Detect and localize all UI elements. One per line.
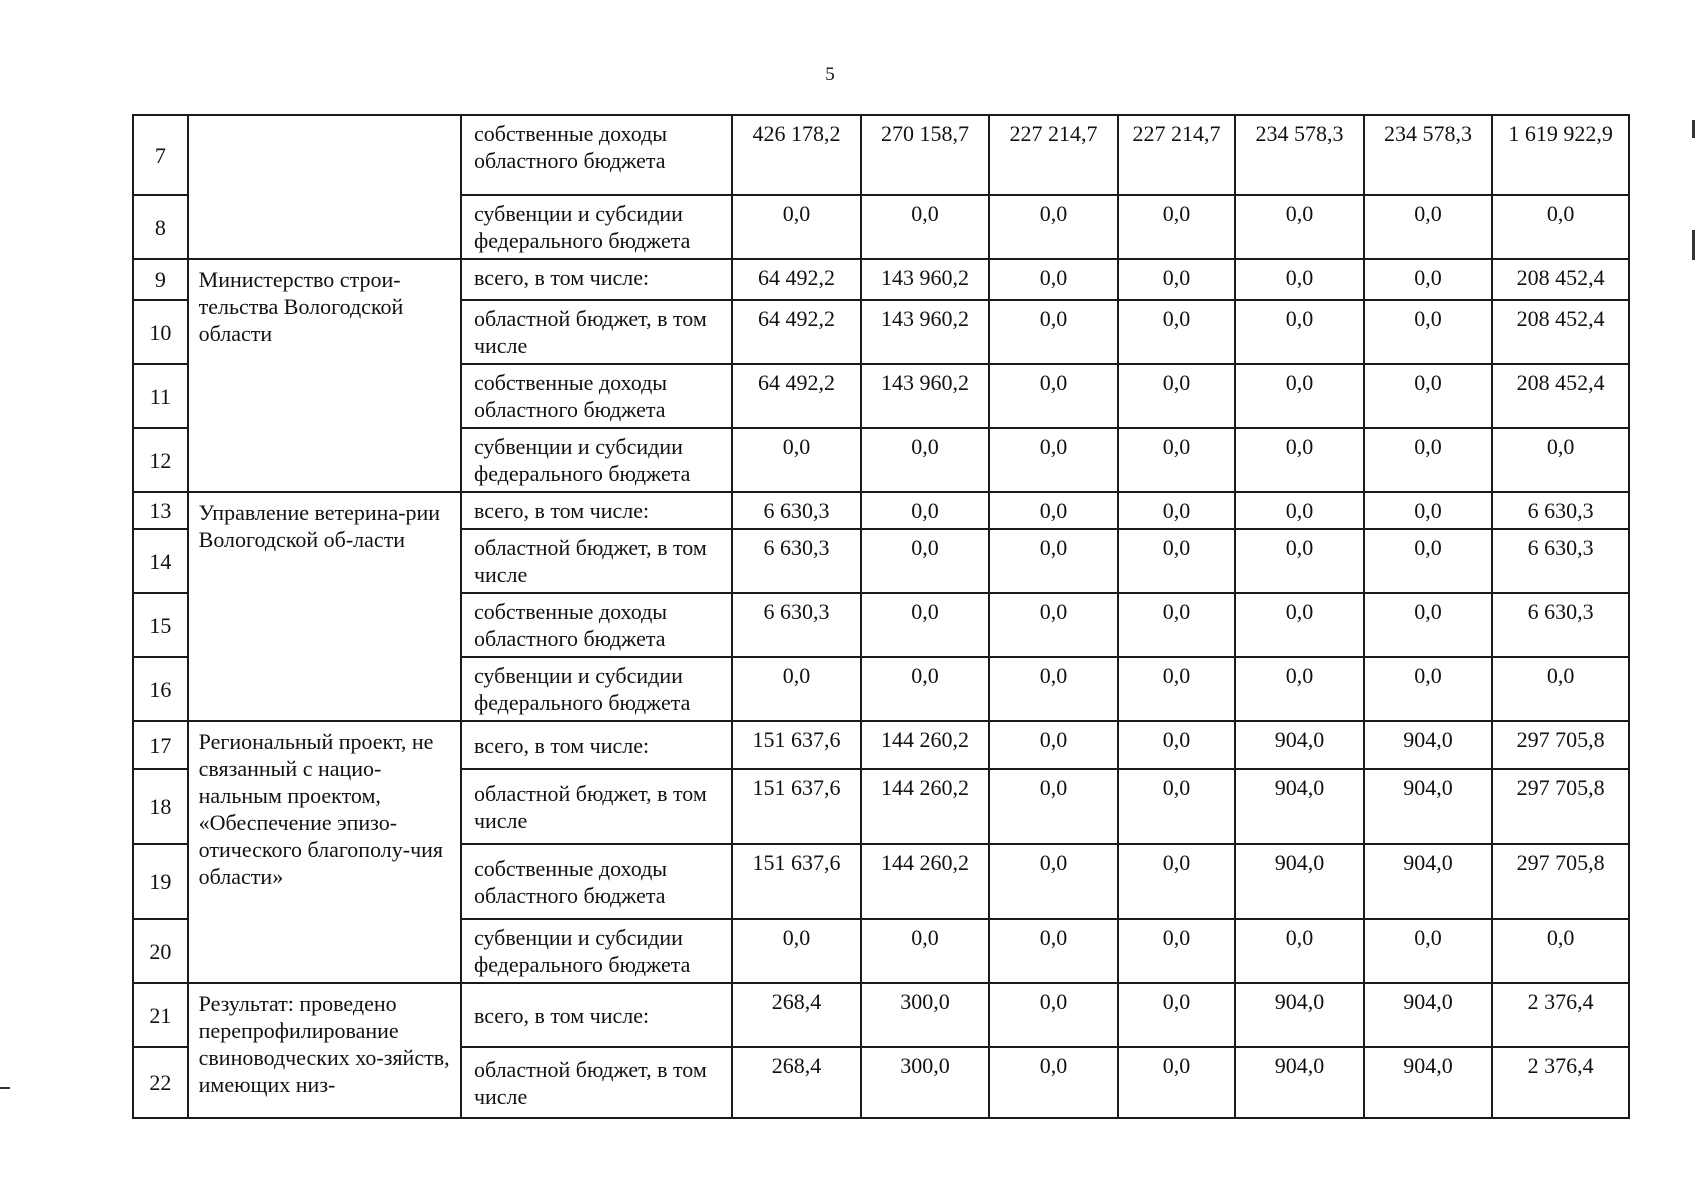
value-cell: 64 492,2 bbox=[732, 300, 861, 364]
funding-source-cell: субвенции и субсидии федерального бюджета bbox=[461, 195, 732, 259]
value-cell: 268,4 bbox=[732, 1047, 861, 1118]
funding-source-cell: всего, в том числе: bbox=[461, 983, 732, 1047]
value-cell: 0,0 bbox=[1118, 364, 1235, 428]
value-cell: 0,0 bbox=[1235, 428, 1364, 492]
value-cell: 0,0 bbox=[1118, 195, 1235, 259]
value-cell: 6 630,3 bbox=[732, 593, 861, 657]
organization-cell bbox=[188, 115, 461, 259]
value-cell: 0,0 bbox=[989, 721, 1118, 769]
row-number-cell: 10 bbox=[133, 300, 188, 364]
funding-source-cell: областной бюджет, в том числе bbox=[461, 300, 732, 364]
value-cell: 426 178,2 bbox=[732, 115, 861, 195]
value-cell: 0,0 bbox=[1235, 259, 1364, 300]
total-value-cell: 208 452,4 bbox=[1492, 259, 1629, 300]
value-cell: 0,0 bbox=[989, 195, 1118, 259]
value-cell: 0,0 bbox=[861, 529, 990, 593]
value-cell: 0,0 bbox=[1364, 593, 1493, 657]
value-cell: 151 637,6 bbox=[732, 844, 861, 919]
value-cell: 6 630,3 bbox=[732, 492, 861, 529]
value-cell: 0,0 bbox=[1118, 529, 1235, 593]
value-cell: 904,0 bbox=[1235, 721, 1364, 769]
value-cell: 0,0 bbox=[989, 919, 1118, 983]
row-number-cell: 18 bbox=[133, 769, 188, 844]
value-cell: 904,0 bbox=[1235, 983, 1364, 1047]
value-cell: 0,0 bbox=[989, 529, 1118, 593]
scan-mark-right-mid bbox=[1692, 230, 1695, 260]
value-cell: 0,0 bbox=[1364, 428, 1493, 492]
value-cell: 0,0 bbox=[989, 769, 1118, 844]
value-cell: 0,0 bbox=[1364, 195, 1493, 259]
total-value-cell: 0,0 bbox=[1492, 657, 1629, 721]
value-cell: 268,4 bbox=[732, 983, 861, 1047]
value-cell: 0,0 bbox=[989, 428, 1118, 492]
value-cell: 143 960,2 bbox=[861, 259, 990, 300]
organization-cell: Результат: проведено перепрофилирование свиноводческих хо-зяйств, имеющих низ- bbox=[188, 983, 461, 1118]
table-row bbox=[133, 721, 1629, 769]
value-cell: 227 214,7 bbox=[989, 115, 1118, 195]
value-cell: 234 578,3 bbox=[1364, 115, 1493, 195]
value-cell: 904,0 bbox=[1235, 769, 1364, 844]
value-cell: 904,0 bbox=[1364, 721, 1493, 769]
value-cell: 144 260,2 bbox=[861, 844, 990, 919]
value-cell: 0,0 bbox=[989, 1047, 1118, 1118]
value-cell: 0,0 bbox=[1118, 657, 1235, 721]
row-number-cell: 17 bbox=[133, 721, 188, 769]
value-cell: 0,0 bbox=[1364, 259, 1493, 300]
total-value-cell: 0,0 bbox=[1492, 919, 1629, 983]
value-cell: 0,0 bbox=[1364, 657, 1493, 721]
funding-source-cell: собственные доходы областного бюджета bbox=[461, 115, 732, 195]
value-cell: 0,0 bbox=[861, 492, 990, 529]
value-cell: 0,0 bbox=[732, 657, 861, 721]
value-cell: 0,0 bbox=[1235, 919, 1364, 983]
funding-source-cell: собственные доходы областного бюджета bbox=[461, 844, 732, 919]
funding-source-cell: всего, в том числе: bbox=[461, 259, 732, 300]
funding-source-cell: областной бюджет, в том числе bbox=[461, 1047, 732, 1118]
row-number-cell: 21 bbox=[133, 983, 188, 1047]
budget-table bbox=[132, 114, 1630, 1119]
value-cell: 0,0 bbox=[1235, 364, 1364, 428]
value-cell: 0,0 bbox=[732, 919, 861, 983]
value-cell: 0,0 bbox=[1235, 529, 1364, 593]
value-cell: 151 637,6 bbox=[732, 769, 861, 844]
value-cell: 64 492,2 bbox=[732, 259, 861, 300]
value-cell: 0,0 bbox=[989, 259, 1118, 300]
value-cell: 144 260,2 bbox=[861, 721, 990, 769]
organization-cell: Управление ветерина-рии Вологодской об-ласти bbox=[188, 492, 461, 721]
row-number-cell: 20 bbox=[133, 919, 188, 983]
total-value-cell: 6 630,3 bbox=[1492, 529, 1629, 593]
value-cell: 6 630,3 bbox=[732, 529, 861, 593]
value-cell: 300,0 bbox=[861, 1047, 990, 1118]
value-cell: 0,0 bbox=[1118, 428, 1235, 492]
value-cell: 0,0 bbox=[1118, 300, 1235, 364]
value-cell: 144 260,2 bbox=[861, 769, 990, 844]
value-cell: 904,0 bbox=[1364, 769, 1493, 844]
value-cell: 0,0 bbox=[1235, 300, 1364, 364]
value-cell: 0,0 bbox=[1364, 529, 1493, 593]
value-cell: 64 492,2 bbox=[732, 364, 861, 428]
value-cell: 904,0 bbox=[1364, 844, 1493, 919]
row-number-cell: 16 bbox=[133, 657, 188, 721]
funding-source-cell: собственные доходы областного бюджета bbox=[461, 593, 732, 657]
funding-source-cell: всего, в том числе: bbox=[461, 492, 732, 529]
value-cell: 0,0 bbox=[1118, 259, 1235, 300]
value-cell: 0,0 bbox=[1118, 1047, 1235, 1118]
value-cell: 143 960,2 bbox=[861, 300, 990, 364]
value-cell: 0,0 bbox=[1364, 919, 1493, 983]
total-value-cell: 208 452,4 bbox=[1492, 300, 1629, 364]
table-row bbox=[133, 983, 1629, 1047]
organization-cell: Региональный проект, не связанный с нацио-нальным проектом, «Обеспечение эпизо-отического благополу-чия области» bbox=[188, 721, 461, 983]
value-cell: 0,0 bbox=[861, 919, 990, 983]
value-cell: 0,0 bbox=[1118, 844, 1235, 919]
value-cell: 904,0 bbox=[1235, 844, 1364, 919]
funding-source-cell: субвенции и субсидии федерального бюджета bbox=[461, 428, 732, 492]
value-cell: 0,0 bbox=[1235, 492, 1364, 529]
funding-source-cell: субвенции и субсидии федерального бюджета bbox=[461, 919, 732, 983]
organization-cell: Министерство строи-тельства Вологодской области bbox=[188, 259, 461, 492]
value-cell: 0,0 bbox=[732, 428, 861, 492]
total-value-cell: 297 705,8 bbox=[1492, 844, 1629, 919]
value-cell: 0,0 bbox=[1118, 593, 1235, 657]
row-number-cell: 12 bbox=[133, 428, 188, 492]
total-value-cell: 0,0 bbox=[1492, 428, 1629, 492]
scan-mark-right-top bbox=[1692, 120, 1695, 138]
funding-source-cell: собственные доходы областного бюджета bbox=[461, 364, 732, 428]
funding-source-cell: субвенции и субсидии федерального бюджета bbox=[461, 657, 732, 721]
value-cell: 0,0 bbox=[1118, 919, 1235, 983]
total-value-cell: 0,0 bbox=[1492, 195, 1629, 259]
value-cell: 0,0 bbox=[1235, 593, 1364, 657]
value-cell: 0,0 bbox=[861, 593, 990, 657]
value-cell: 0,0 bbox=[861, 428, 990, 492]
funding-source-cell: областной бюджет, в том числе bbox=[461, 529, 732, 593]
table-row bbox=[133, 492, 1629, 529]
value-cell: 0,0 bbox=[861, 195, 990, 259]
row-number-cell: 13 bbox=[133, 492, 188, 529]
total-value-cell: 208 452,4 bbox=[1492, 364, 1629, 428]
value-cell: 0,0 bbox=[1364, 364, 1493, 428]
value-cell: 0,0 bbox=[732, 195, 861, 259]
table-body bbox=[133, 115, 1629, 1118]
value-cell: 143 960,2 bbox=[861, 364, 990, 428]
value-cell: 904,0 bbox=[1235, 1047, 1364, 1118]
row-number-cell: 14 bbox=[133, 529, 188, 593]
total-value-cell: 1 619 922,9 bbox=[1492, 115, 1629, 195]
total-value-cell: 6 630,3 bbox=[1492, 593, 1629, 657]
scan-mark-left-bottom bbox=[0, 1087, 10, 1089]
table-row bbox=[133, 259, 1629, 300]
total-value-cell: 2 376,4 bbox=[1492, 1047, 1629, 1118]
value-cell: 0,0 bbox=[1235, 657, 1364, 721]
value-cell: 0,0 bbox=[1235, 195, 1364, 259]
value-cell: 0,0 bbox=[1364, 492, 1493, 529]
value-cell: 0,0 bbox=[1364, 300, 1493, 364]
total-value-cell: 6 630,3 bbox=[1492, 492, 1629, 529]
funding-source-cell: областной бюджет, в том числе bbox=[461, 769, 732, 844]
funding-source-cell: всего, в том числе: bbox=[461, 721, 732, 769]
row-number-cell: 11 bbox=[133, 364, 188, 428]
table-row bbox=[133, 115, 1629, 195]
value-cell: 0,0 bbox=[989, 492, 1118, 529]
value-cell: 0,0 bbox=[989, 844, 1118, 919]
row-number-cell: 7 bbox=[133, 115, 188, 195]
value-cell: 904,0 bbox=[1364, 1047, 1493, 1118]
value-cell: 234 578,3 bbox=[1235, 115, 1364, 195]
total-value-cell: 297 705,8 bbox=[1492, 721, 1629, 769]
value-cell: 0,0 bbox=[861, 657, 990, 721]
value-cell: 270 158,7 bbox=[861, 115, 990, 195]
value-cell: 0,0 bbox=[1118, 983, 1235, 1047]
value-cell: 151 637,6 bbox=[732, 721, 861, 769]
value-cell: 0,0 bbox=[989, 983, 1118, 1047]
value-cell: 0,0 bbox=[1118, 721, 1235, 769]
value-cell: 0,0 bbox=[1118, 769, 1235, 844]
value-cell: 0,0 bbox=[989, 300, 1118, 364]
value-cell: 0,0 bbox=[1118, 492, 1235, 529]
row-number-cell: 15 bbox=[133, 593, 188, 657]
value-cell: 0,0 bbox=[989, 364, 1118, 428]
row-number-cell: 8 bbox=[133, 195, 188, 259]
value-cell: 300,0 bbox=[861, 983, 990, 1047]
row-number-cell: 22 bbox=[133, 1047, 188, 1118]
value-cell: 0,0 bbox=[989, 657, 1118, 721]
row-number-cell: 9 bbox=[133, 259, 188, 300]
total-value-cell: 2 376,4 bbox=[1492, 983, 1629, 1047]
total-value-cell: 297 705,8 bbox=[1492, 769, 1629, 844]
value-cell: 0,0 bbox=[989, 593, 1118, 657]
page-number: 5 bbox=[825, 64, 835, 85]
row-number-cell: 19 bbox=[133, 844, 188, 919]
value-cell: 227 214,7 bbox=[1118, 115, 1235, 195]
value-cell: 904,0 bbox=[1364, 983, 1493, 1047]
